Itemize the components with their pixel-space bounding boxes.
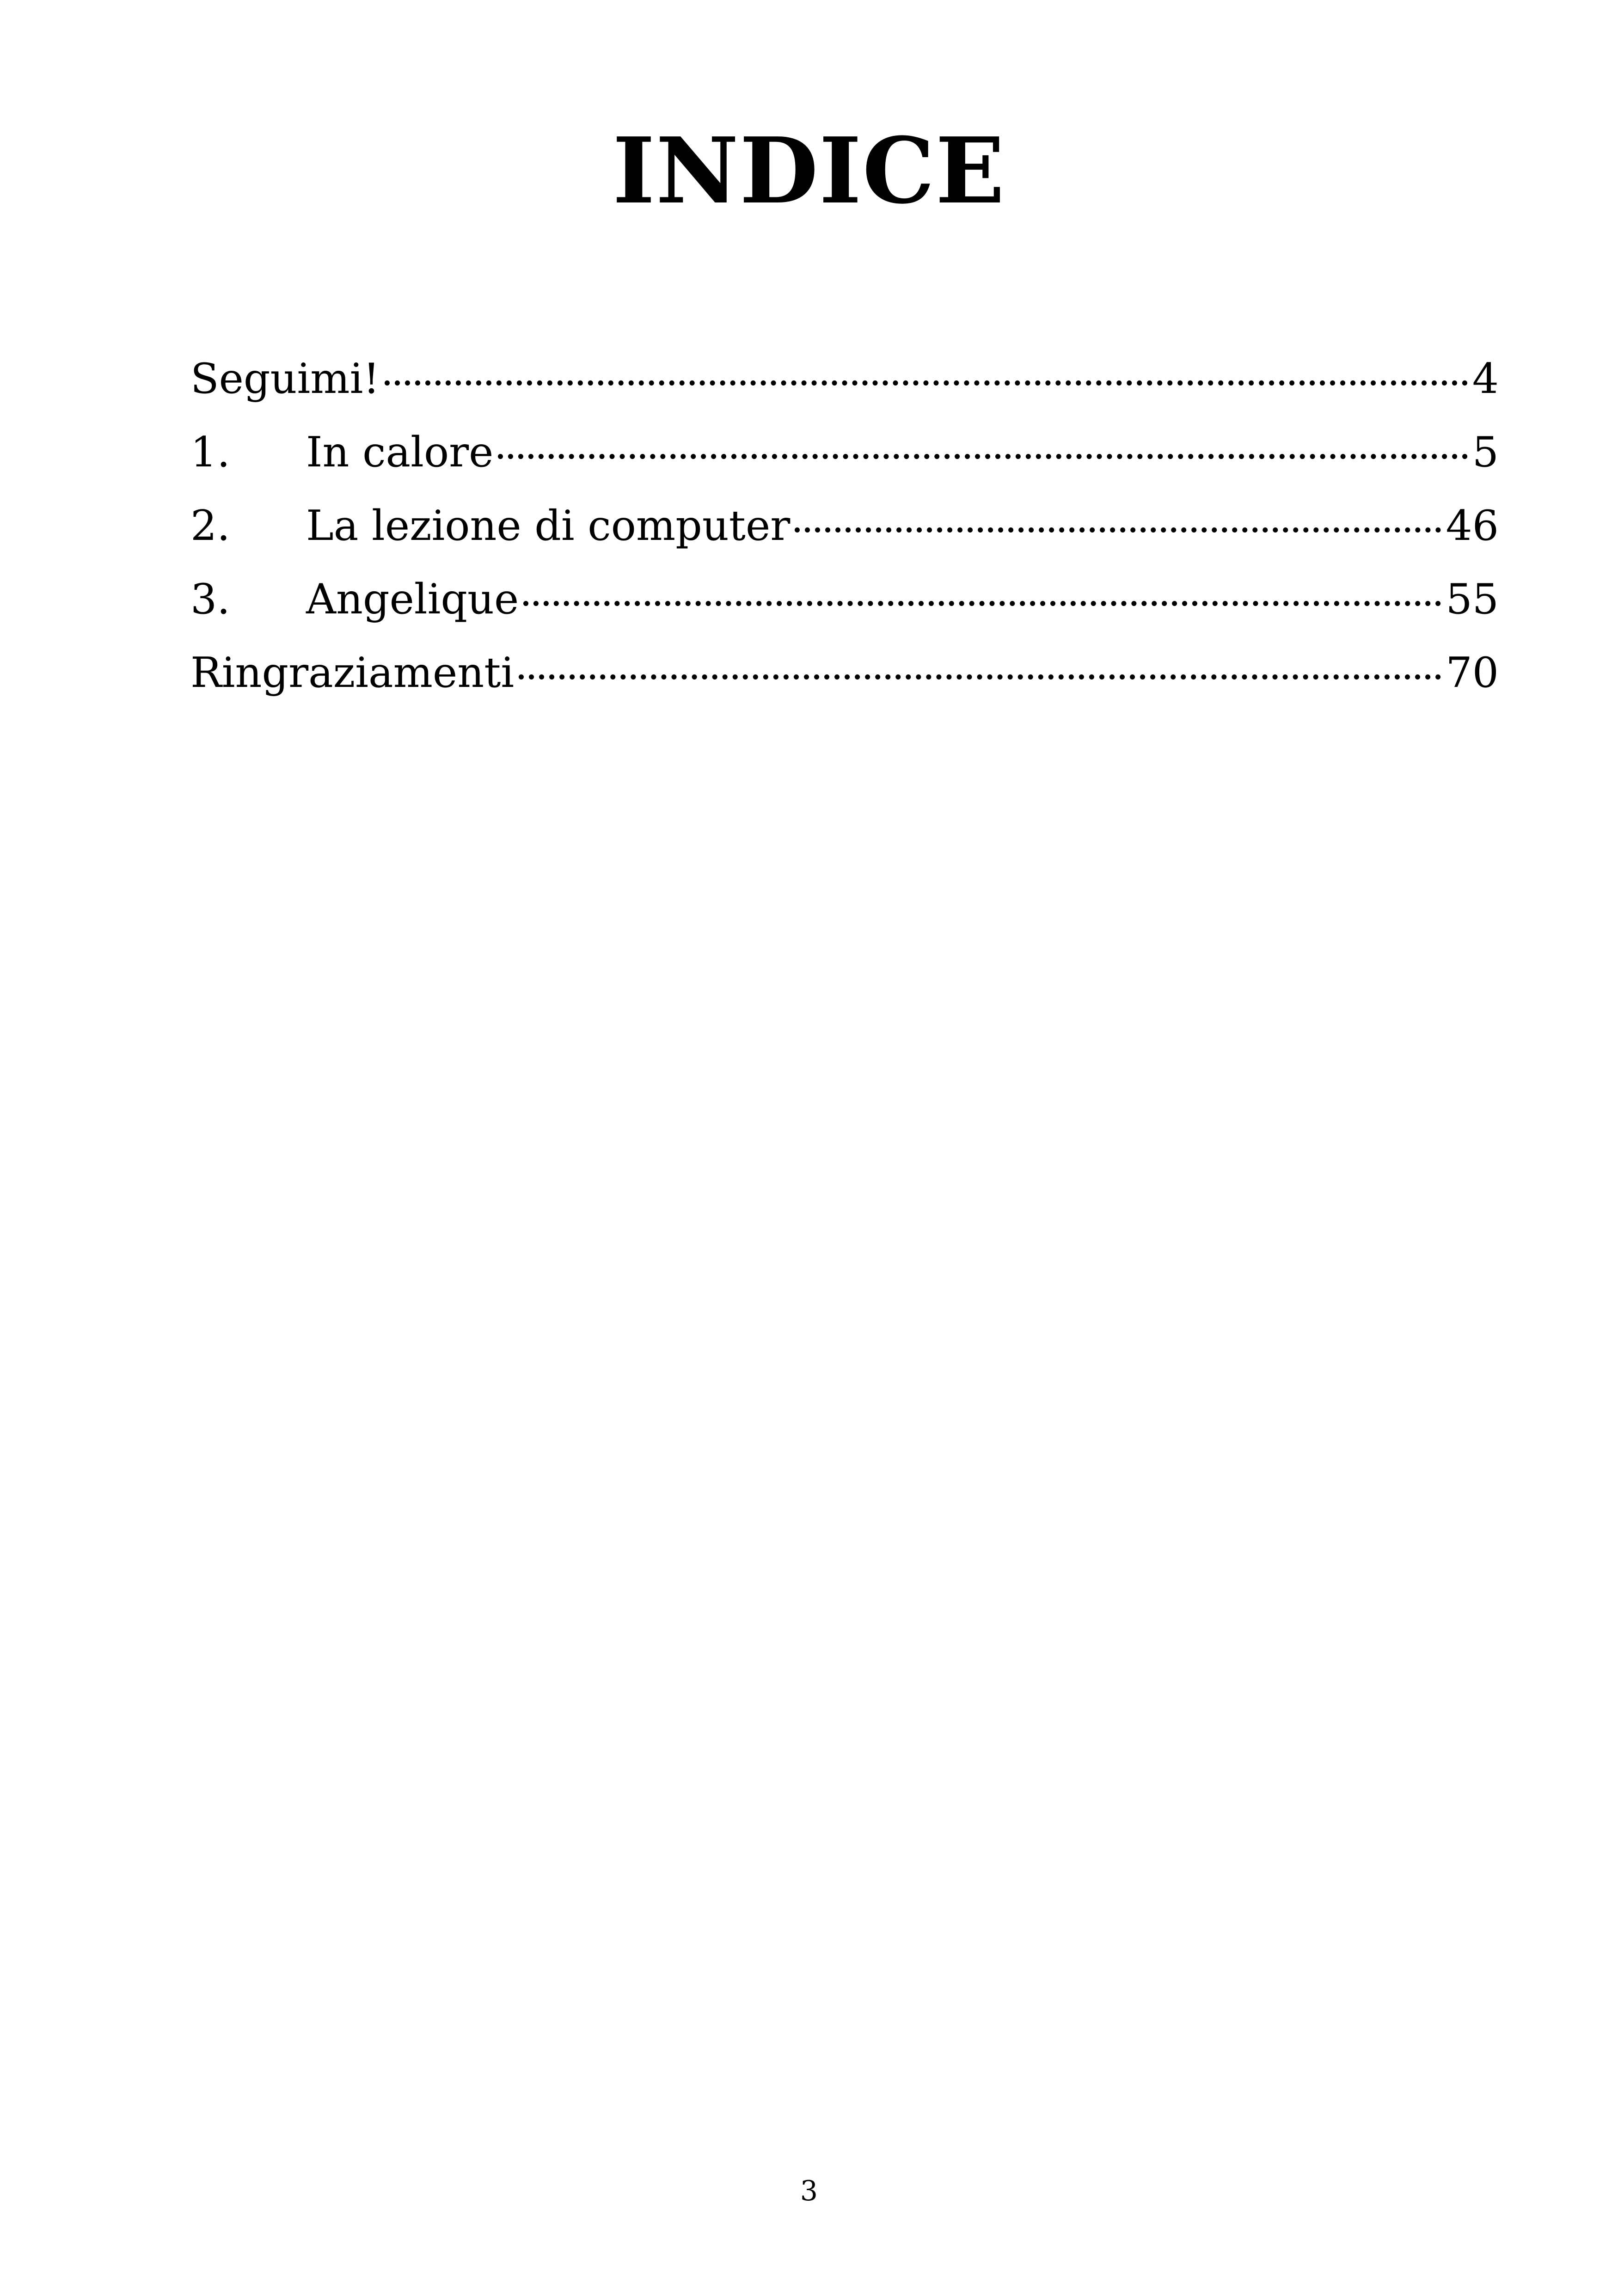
dot-leader bbox=[498, 454, 1467, 459]
toc-entry-label: Angelique bbox=[306, 575, 519, 624]
toc-entry-angelique[interactable] bbox=[190, 563, 1499, 636]
dot-leader bbox=[795, 527, 1441, 533]
toc-entry-label: Ringraziamenti bbox=[190, 649, 515, 697]
toc-entry-ringraziamenti[interactable] bbox=[190, 636, 1499, 710]
table-of-contents bbox=[190, 342, 1499, 710]
dot-leader bbox=[385, 380, 1468, 386]
dot-leader bbox=[519, 674, 1441, 680]
page-title: INDICE bbox=[613, 118, 1005, 224]
toc-entry-page: 70 bbox=[1446, 649, 1499, 697]
toc-entry-page: 5 bbox=[1472, 428, 1499, 477]
toc-entry-label: Seguimi! bbox=[190, 355, 380, 403]
toc-entry-label: In calore bbox=[306, 428, 494, 477]
toc-entry-seguimi[interactable] bbox=[190, 342, 1499, 416]
toc-entry-in-calore[interactable] bbox=[190, 416, 1499, 489]
toc-entry-page: 55 bbox=[1446, 575, 1499, 624]
dot-leader bbox=[523, 601, 1441, 606]
toc-entry-number: 1. bbox=[190, 428, 230, 477]
page-number: 3 bbox=[800, 2175, 818, 2207]
toc-entry-page: 4 bbox=[1472, 355, 1499, 403]
toc-entry-label: La lezione di computer bbox=[306, 502, 791, 550]
toc-entry-number: 2. bbox=[190, 502, 230, 550]
toc-entry-la-lezione-di-computer[interactable] bbox=[190, 489, 1499, 563]
toc-entry-number: 3. bbox=[190, 575, 230, 624]
toc-entry-page: 46 bbox=[1446, 502, 1499, 550]
